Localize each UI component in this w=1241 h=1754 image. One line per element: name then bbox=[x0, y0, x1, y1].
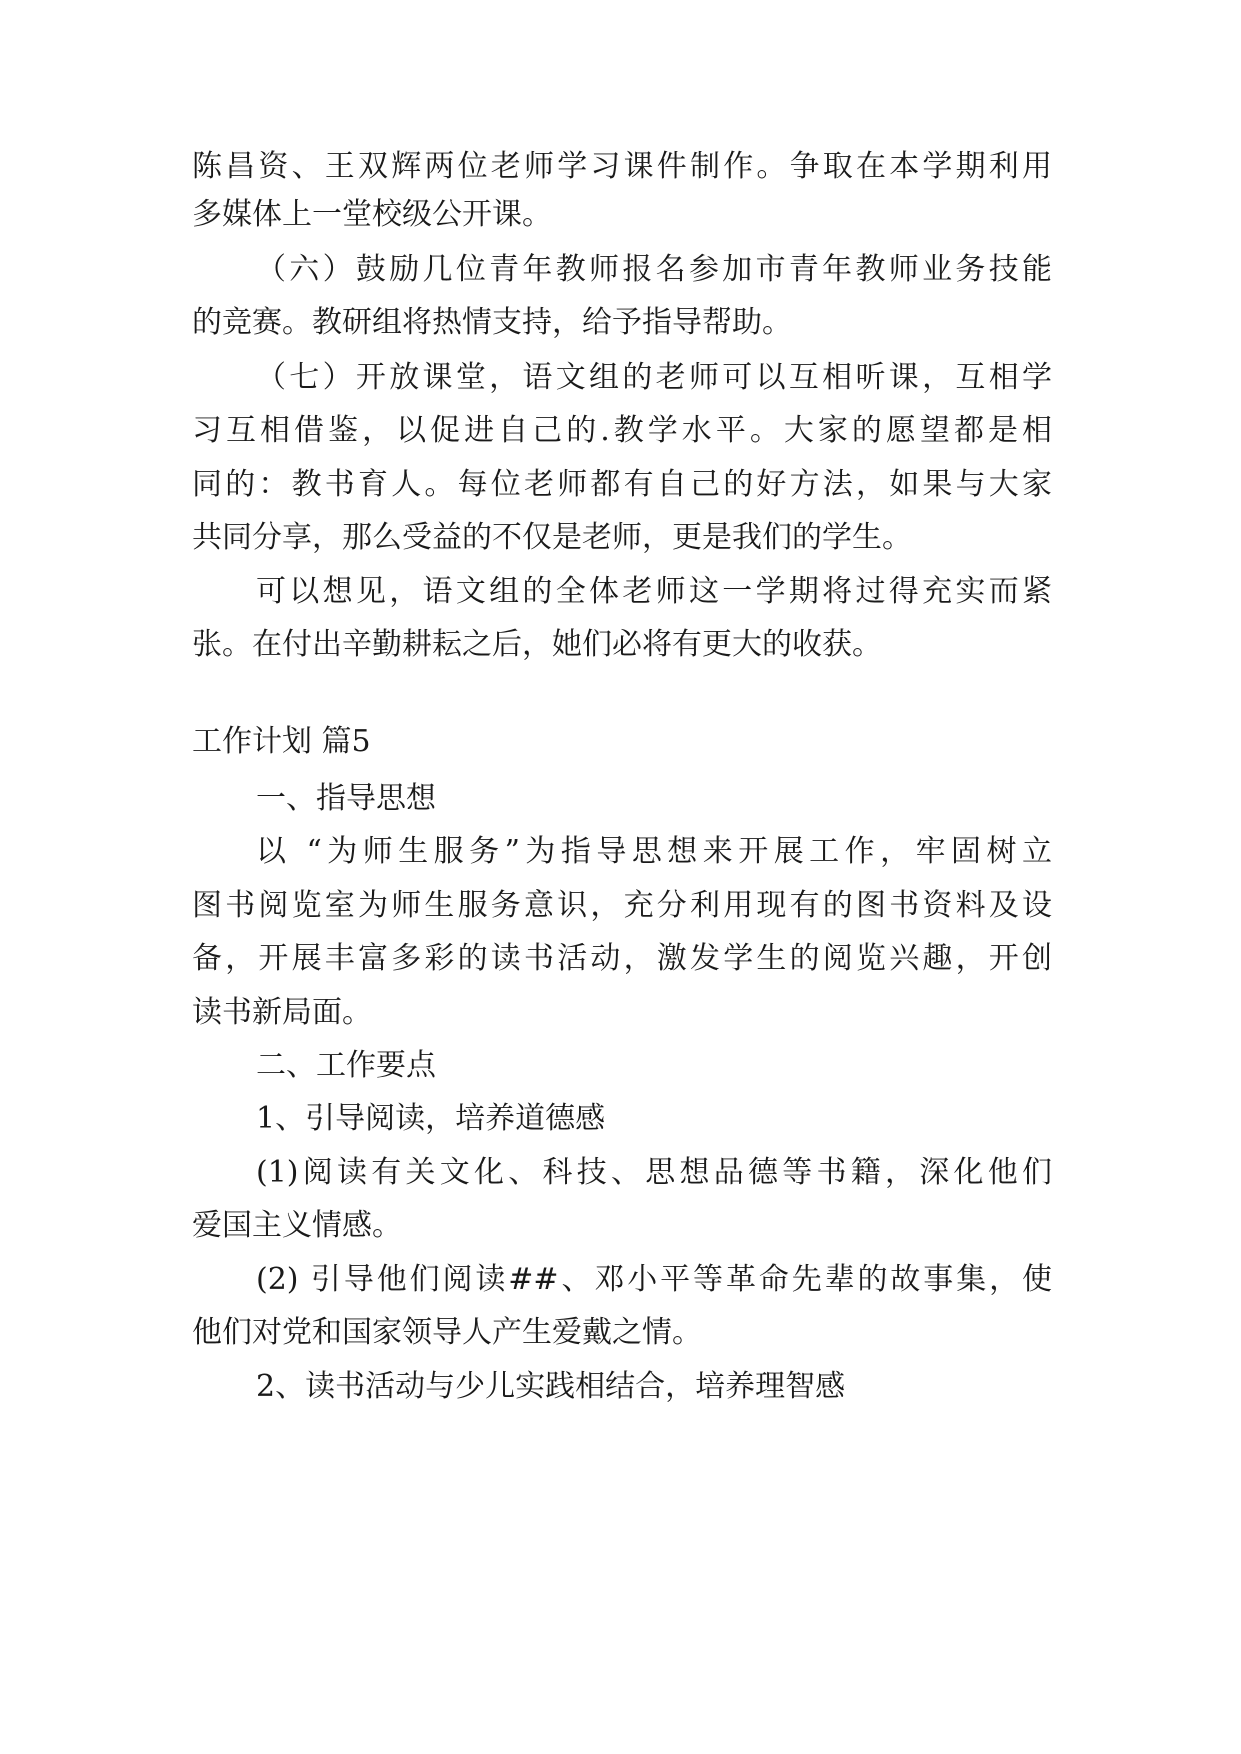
body-text-line: 可以想见，语文组的全体老师这一学期将过得充实而紧 bbox=[256, 574, 1052, 609]
list-item: (1)阅读有关文化、科技、思想品德等书籍，深化他们 bbox=[256, 1155, 1052, 1190]
body-text-line: 备，开展丰富多彩的读书活动，激发学生的阅览兴趣，开创 bbox=[192, 941, 1052, 976]
list-item-six: （六）鼓励几位青年教师报名参加市青年教师业务技能 bbox=[256, 252, 1052, 287]
body-text-line: 张。在付出辛勤耕耘之后，她们必将有更大的收获。 bbox=[192, 627, 882, 662]
body-text-line: 习互相借鉴，以促进自己的.教学水平。大家的愿望都是相 bbox=[192, 413, 1052, 448]
body-text-line: 的竞赛。教研组将热情支持，给予指导帮助。 bbox=[192, 305, 792, 340]
numbered-item-1: 1、引导阅读，培养道德感 bbox=[256, 1101, 606, 1136]
list-item: (2) 引导他们阅读##、邓小平等革命先辈的故事集，使 bbox=[256, 1262, 1052, 1297]
body-text-line: 他们对党和国家领导人产生爱戴之情。 bbox=[192, 1315, 702, 1350]
body-text-line: 读书新局面。 bbox=[192, 995, 372, 1030]
body-text-line: 爱国主义情感。 bbox=[192, 1208, 402, 1243]
body-text-line: 同的：教书育人。每位老师都有自己的好方法，如果与大家 bbox=[192, 467, 1052, 502]
subheading-work-points: 二、工作要点 bbox=[256, 1048, 436, 1083]
list-item-seven: （七）开放课堂，语文组的老师可以互相听课，互相学 bbox=[256, 360, 1052, 395]
body-text-line: 以 “为师生服务”为指导思想来开展工作，牢固树立 bbox=[256, 834, 1052, 869]
numbered-item-2: 2、读书活动与少儿实践相结合，培养理智感 bbox=[256, 1369, 846, 1404]
body-text-line: 图书阅览室为师生服务意识，充分利用现有的图书资料及设 bbox=[192, 888, 1052, 923]
body-text-line: 陈昌资、王双辉两位老师学习课件制作。争取在本学期利用 bbox=[192, 149, 1052, 184]
subheading-guiding-thought: 一、指导思想 bbox=[256, 781, 436, 816]
body-text-line: 多媒体上一堂校级公开课。 bbox=[192, 197, 552, 232]
body-text-line: 共同分享，那么受益的不仅是老师，更是我们的学生。 bbox=[192, 520, 912, 555]
section-heading: 工作计划 篇5 bbox=[192, 724, 371, 759]
